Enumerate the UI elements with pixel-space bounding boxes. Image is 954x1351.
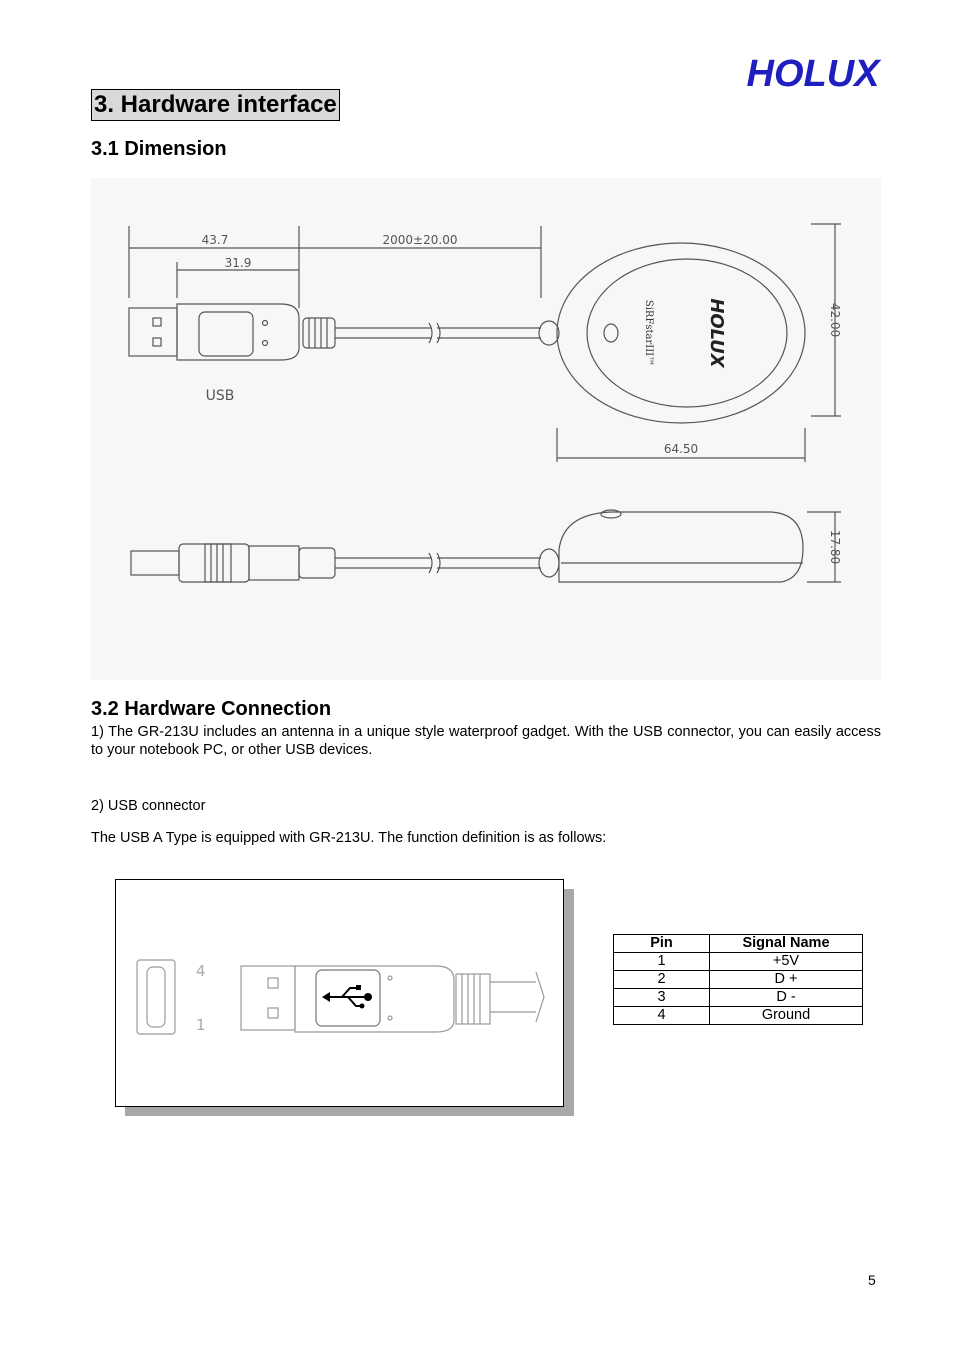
- usb-connector-figure: [115, 879, 564, 1107]
- device-chip-label: SiRFstarIII™: [643, 299, 654, 367]
- signal-cell: D -: [710, 989, 863, 1007]
- dim-device-width: 64.50: [663, 442, 699, 456]
- dim-usb-outer: 43.7: [201, 233, 229, 247]
- usb-label: USB: [205, 388, 235, 404]
- table-row: [614, 1007, 863, 1025]
- holux-logo: [742, 52, 884, 94]
- dim-usb-inner: 31.9: [224, 256, 252, 270]
- paragraph-usb-definition: The USB A Type is equipped with GR-213U. The function definition is as follows:: [91, 830, 607, 846]
- header-pin: Pin: [614, 935, 710, 953]
- table-row: [614, 989, 863, 1007]
- table-row: [614, 953, 863, 971]
- page-title: 3. Hardware interface: [91, 89, 340, 121]
- usb-symbol-icon: [328, 988, 366, 1006]
- pin-label-4: 4: [196, 962, 206, 980]
- pin-cell: 4: [614, 1007, 710, 1025]
- signal-cell: Ground: [710, 1007, 863, 1025]
- page-number: 5: [868, 1272, 876, 1288]
- svg-text:HOLUX: HOLUX: [746, 53, 880, 94]
- device-logo: HOLUX: [706, 298, 727, 368]
- dim-device-thickness: 17.80: [828, 529, 842, 565]
- table-row: [614, 971, 863, 989]
- pin-cell: 1: [614, 953, 710, 971]
- table-header-row: [614, 935, 863, 953]
- pin-label-1: 1: [196, 1016, 206, 1034]
- paragraph-antenna: 1) The GR-213U includes an antenna in a unique style waterproof gadget. With the USB connector, you can easily access to your notebook PC, or other USB devices.: [91, 724, 881, 758]
- dim-cable-length: 2000±20.00: [382, 233, 458, 247]
- pin-definition-table: [613, 934, 863, 1025]
- pin-cell: 3: [614, 989, 710, 1007]
- signal-cell: +5V: [710, 953, 863, 971]
- section-heading-dimension: 3.1 Dimension: [91, 138, 227, 160]
- pin-cell: 2: [614, 971, 710, 989]
- dimension-drawing: [91, 178, 881, 680]
- dim-device-height: 42.00: [828, 302, 842, 338]
- signal-cell: D +: [710, 971, 863, 989]
- header-signal-name: Signal Name: [710, 935, 863, 953]
- paragraph-usb-connector: 2) USB connector: [91, 798, 206, 814]
- section-heading-hardware-connection: 3.2 Hardware Connection: [91, 698, 332, 720]
